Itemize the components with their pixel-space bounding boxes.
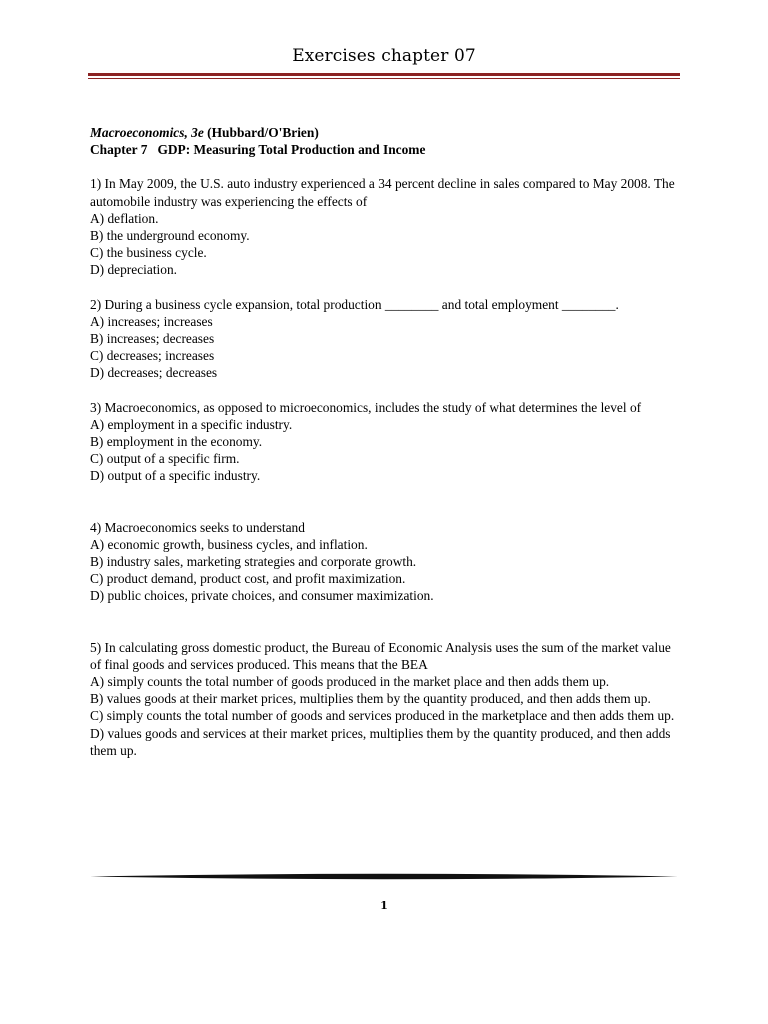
footer-rule — [90, 873, 678, 880]
answer-option: B) increases; decreases — [90, 331, 215, 347]
book-title: Macroeconomics, 3e — [90, 125, 204, 140]
book-citation — [90, 124, 680, 141]
page-header-title: Exercises chapter 07 — [292, 46, 476, 66]
answer-option: D) output of a specific industry. — [90, 468, 261, 484]
answer-option: B) industry sales, marketing strategies and corporate growth. — [90, 554, 417, 570]
answer-option: A) employment in a specific industry. — [90, 416, 293, 432]
page-number: 1 — [380, 899, 388, 912]
question-2 — [90, 296, 680, 382]
answer-option: A) increases; increases — [90, 313, 213, 329]
book-authors: (Hubbard/O'Brien) — [207, 125, 319, 140]
question-5 — [90, 639, 680, 759]
question-4 — [90, 519, 680, 605]
document-body — [90, 124, 680, 776]
header-rule-thick — [88, 73, 680, 76]
answer-option: D) public choices, private choices, and consumer maximization. — [90, 588, 434, 604]
answer-option: C) simply counts the total number of goods and services produced in the marketplace and then adds them up. — [90, 708, 675, 724]
answer-option: A) economic growth, business cycles, and inflation. — [90, 536, 368, 552]
answer-option: A) deflation. — [90, 210, 159, 226]
answer-option: D) depreciation. — [90, 262, 177, 278]
header-rule-thin — [88, 78, 680, 79]
chapter-heading: Chapter 7 GDP: Measuring Total Production and Income — [90, 142, 426, 158]
question-stem: 4) Macroeconomics seeks to understand — [90, 519, 305, 535]
answer-option: C) product demand, product cost, and profit maximization. — [90, 571, 406, 587]
question-3 — [90, 399, 680, 485]
question-stem: 2) During a business cycle expansion, total production ________ and total employment ________. — [90, 296, 619, 312]
answer-option: B) employment in the economy. — [90, 434, 263, 450]
answer-option: B) the underground economy. — [90, 228, 250, 244]
answer-option: D) values goods and services at their market prices, multiplies them by the quantity produced, and then adds them up. — [90, 725, 671, 758]
question-1 — [90, 175, 680, 278]
answer-option: C) the business cycle. — [90, 245, 207, 261]
answer-option: A) simply counts the total number of goods produced in the market place and then adds them up. — [90, 674, 610, 690]
answer-option: C) output of a specific firm. — [90, 451, 240, 467]
question-stem: 5) In calculating gross domestic product, the Bureau of Economic Analysis uses the sum of the market value of final goods and services produced. This means that the BEA — [90, 639, 671, 672]
question-stem: 1) In May 2009, the U.S. auto industry experienced a 34 percent decline in sales compared to May 2008. The automobile industry was experiencing the effects of — [90, 176, 675, 209]
answer-option: D) decreases; decreases — [90, 365, 218, 381]
answer-option: C) decreases; increases — [90, 348, 215, 364]
answer-option: B) values goods at their market prices, multiplies them by the quantity produced, and then adds them up. — [90, 691, 651, 707]
question-stem: 3) Macroeconomics, as opposed to microeconomics, includes the study of what determines the level of — [90, 399, 642, 415]
